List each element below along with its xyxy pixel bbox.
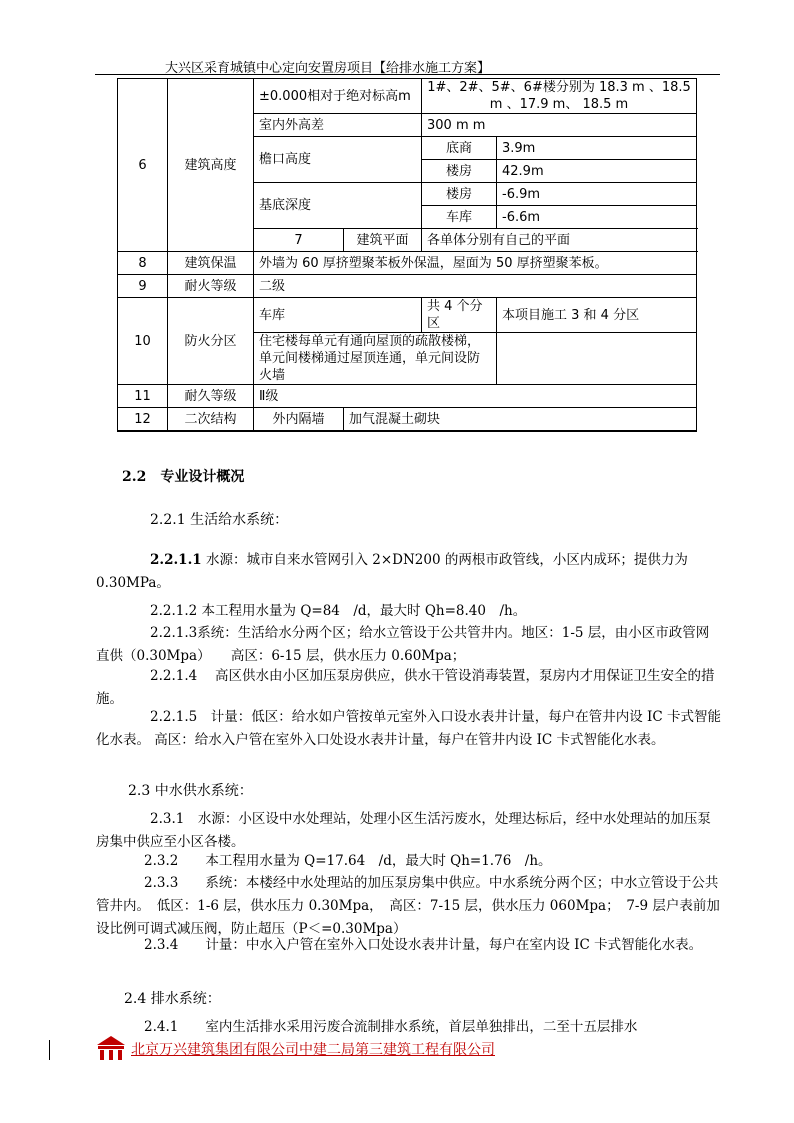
cell-eave-a: 底商 bbox=[422, 137, 497, 160]
paragraph-2-3-1: 2.3.1 水源：小区设中水处理站，处理小区生活污废水，处理达标后，经中水处理站的加压泵房集中供应至小区各楼。 bbox=[96, 811, 711, 850]
row-item: 二次结构 bbox=[168, 408, 254, 432]
cell-base-a-v: -6.9m bbox=[497, 183, 697, 206]
cell-fire-empty bbox=[497, 333, 697, 385]
row-no: 11 bbox=[118, 385, 168, 408]
cell-fire-a: 车库 bbox=[254, 298, 422, 333]
row-item: 建筑保温 bbox=[168, 252, 254, 275]
row-value: 二级 bbox=[254, 275, 697, 298]
spec-table bbox=[117, 78, 697, 432]
row-no: 9 bbox=[118, 275, 168, 298]
row-item: 耐火等级 bbox=[168, 275, 254, 298]
section-2-2-1: 2.2.1 生活给水系统： bbox=[150, 512, 289, 528]
cell-base-b-v: -6.6m bbox=[497, 206, 697, 229]
row-item: 防火分区 bbox=[168, 298, 254, 385]
cell-base-label: 基底深度 bbox=[254, 183, 422, 229]
cell-fire-b: 共 4 个分区 bbox=[422, 298, 497, 333]
section-2-3: 2.3 中水供水系统： bbox=[128, 783, 253, 799]
row-item: 建筑平面 bbox=[344, 229, 422, 252]
header-rule bbox=[95, 74, 720, 75]
paragraph-2-2-1-1 bbox=[96, 549, 721, 595]
paragraph-2-4-1: 2.4.1 室内生活排水采用污废合流制排水系统，首层单独排出，二至十五层排水 bbox=[144, 1019, 638, 1035]
cell-elev-label: ±0.000相对于绝对标高m bbox=[254, 79, 422, 114]
row-value: 各单体分别有自己的平面 bbox=[422, 229, 697, 252]
row-value: Ⅱ级 bbox=[254, 385, 697, 408]
cell-eave-a-v: 3.9m bbox=[497, 137, 697, 160]
page-header: 大兴区采育城镇中心定向安置房项目【给排水施工方案】 bbox=[165, 61, 491, 76]
cell-eave-b-v: 42.9m bbox=[497, 160, 697, 183]
cell-base-a: 楼房 bbox=[422, 183, 497, 206]
paragraph-2-2-1-5: 2.2.1.5 计量：低区：给水如户管按单元室外入口设水表井计量，每户在管井内设 IC 卡式智能化水表。 高区：给水入户管在室外入口处设水表井计量，每户在管井内设 IC 卡式智能化水表。 bbox=[96, 709, 721, 748]
cell-struct-b: 加气混凝土砌块 bbox=[344, 408, 697, 432]
paragraph-2-2-1-2: 2.2.1.2 本工程用水量为 Q=84 /d，最大时 Qh=8.40 /h。 bbox=[150, 603, 527, 619]
cell-eave-b: 楼房 bbox=[422, 160, 497, 183]
paragraph-2-3-3: 2.3.3 系统：本楼经中水处理站的加压泵房集中供应。中水系统分两个区；中水立管设于公共管井内。 低区：1-6 层，供水压力 0.30Mpa， 高区：7-15 层，供水压力 060Mpa； 7-9 层户表前加设比例可调式减压阀，防止超压（P＜=0.30Mpa） bbox=[96, 875, 720, 937]
row-no: 7 bbox=[254, 229, 344, 252]
row-item: 建筑高度 bbox=[168, 79, 254, 252]
row-no: 12 bbox=[118, 408, 168, 432]
footer-company: 北京万兴建筑集团有限公司中建二局第三建筑工程有限公司 bbox=[131, 1042, 495, 1058]
cell-fire-c: 本项目施工 3 和 4 分区 bbox=[497, 298, 697, 333]
cell-base-b: 车库 bbox=[422, 206, 497, 229]
cell-struct-a: 外内隔墙 bbox=[254, 408, 344, 432]
para-text: 水源：城市自来水管网引入 2×DN200 的两根市政管线，小区内成环；提供力为 0.30MPa。 bbox=[96, 552, 688, 591]
section-2-4: 2.4 排水系统： bbox=[124, 991, 221, 1007]
margin-bar bbox=[49, 1040, 50, 1060]
row-no: 6 bbox=[118, 79, 168, 252]
paragraph-2-3-4: 2.3.4 计量：中水入户管在室外入口处设水表井计量，每户在室内设 IC 卡式智能化水表。 bbox=[144, 937, 703, 953]
cell-elev-value: 1#、2#、5#、6#楼分别为 18.3 m 、18.5 m 、17.9 m、 18.5 m bbox=[422, 79, 697, 114]
cell-diff-label: 室内外高差 bbox=[254, 114, 422, 137]
cell-eave-label: 檐口高度 bbox=[254, 137, 422, 183]
company-logo-icon bbox=[95, 1035, 127, 1061]
paragraph-2-2-1-4: 2.2.1.4 高区供水由小区加压泵房供应，供水干管设消毒装置，泵房内才用保证卫生安全的措施。 bbox=[96, 668, 715, 707]
paragraph-2-3-2: 2.3.2 本工程用水量为 Q=17.64 /d，最大时 Qh=1.76 /h。 bbox=[144, 853, 552, 869]
row-no: 8 bbox=[118, 252, 168, 275]
row-item: 耐久等级 bbox=[168, 385, 254, 408]
paragraph-2-2-1-3: 2.2.1.3系统：生活给水分两个区；给水立管设于公共管井内。地区：1-5 层，由小区市政管网直供（0.30Mpa） 高区：6-15 层，供水压力 0.60Mpa； bbox=[96, 625, 710, 664]
section-2-2: 2.2 专业设计概况 bbox=[122, 469, 245, 485]
row-value: 外墙为 60 厚挤塑聚苯板外保温，屋面为 50 厚挤塑聚苯板。 bbox=[254, 252, 697, 275]
cell-diff-value: 300 m m bbox=[422, 114, 697, 137]
cell-fire-d: 住宅楼每单元有通向屋顶的疏散楼梯，单元间楼梯通过屋顶连通，单元间设防火墙 bbox=[254, 333, 497, 385]
para-number: 2.2.1.1 bbox=[150, 552, 202, 568]
row-no: 10 bbox=[118, 298, 168, 385]
page-footer bbox=[95, 1035, 515, 1061]
